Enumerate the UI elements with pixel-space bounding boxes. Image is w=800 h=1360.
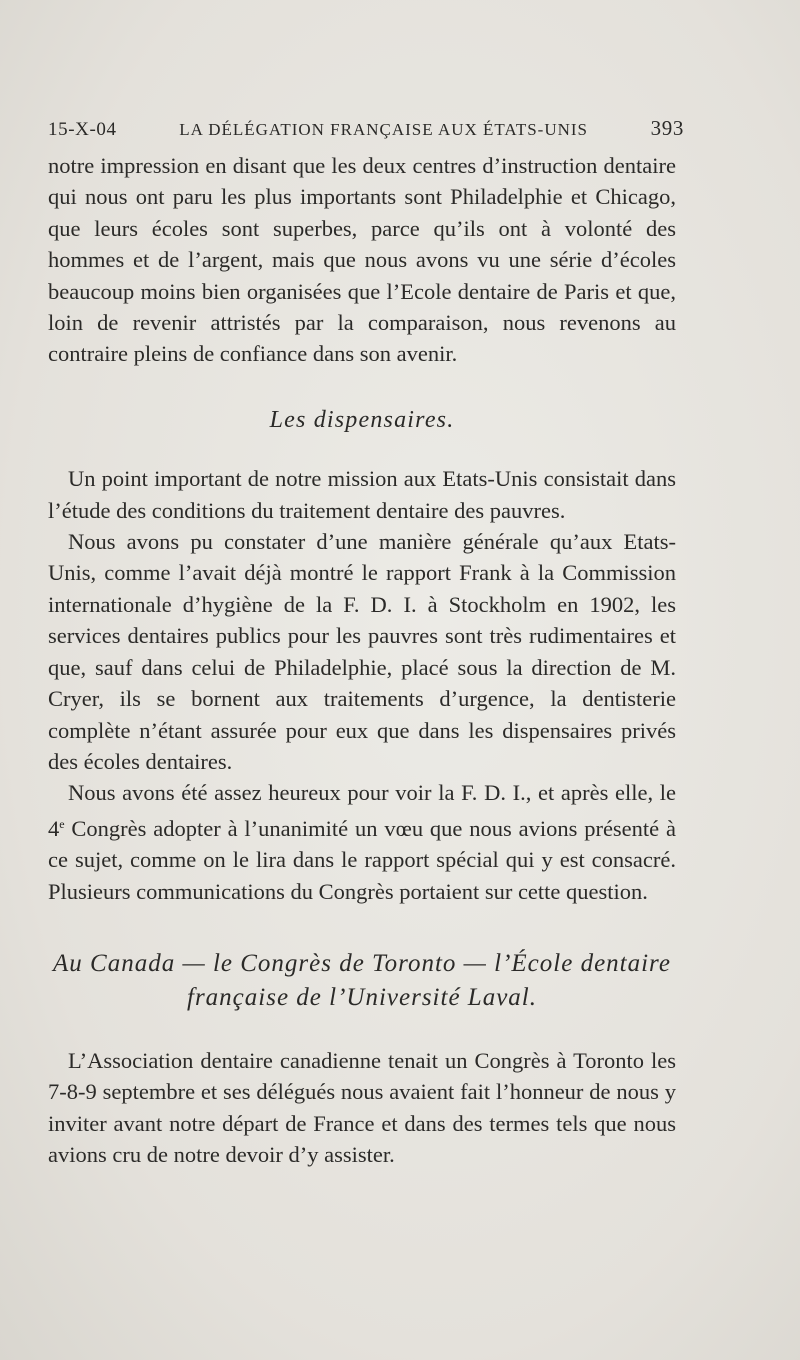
paragraph-mission: Un point important de notre mission aux Etats-Unis consistait dans l’étude des conditions du traitement dentaire des pauvres.: [48, 466, 676, 523]
running-head: [48, 116, 684, 141]
paragraph-congres: [48, 777, 676, 907]
paragraph-congres-text-a: Nous avons été assez heureux pour voir la F. D. I., et après elle, le 4: [48, 780, 676, 841]
section-heading-dispensaires: Les dispensaires.: [269, 406, 455, 433]
running-head-date: 15-X-04: [48, 119, 117, 140]
paragraph-toronto: L’Association dentaire canadienne tenait un Congrès à Toronto les 7-8-9 septembre et ses délégués nous avaient fait l’honneur de nous y inviter avant notre départ de France et dans des termes tels que nous avions cru de notre devoir d’y assister.: [48, 1047, 676, 1168]
paragraph-congres-text-b: Congrès adopter à l’unanimité un vœu que nous avions présenté à ce sujet, comme on le lira dans le rapport spécial qui y est consacré. Plusieurs communications du Congrès portaient sur cette question.: [48, 815, 676, 904]
running-head-title: LA DÉLÉGATION FRANÇAISE AUX ÉTATS-UNIS: [179, 120, 588, 139]
paragraph-continuation: notre impression en disant que les deux centres d’instruction dentaire qui nous ont paru les plus importants sont Philadelphie et Chicago, que leurs écoles sont superbes, parce qu’ils ont à volonté des hommes et de l’argent, mais que nous avons vu une série d’écoles beaucoup moins bien organisées que l’Ecole dentaire de Paris et que, loin de revenir attristés par la comparaison, nous revenons au contraire pleins de confiance dans son avenir.: [48, 153, 676, 367]
page-number: 393: [650, 116, 684, 140]
section-heading-canada: Au Canada — le Congrès de Toronto — l’École dentaire française de l’Université Laval.: [53, 949, 671, 1011]
body-text: [48, 150, 676, 1171]
paragraph-constat: Nous avons pu constater d’une manière générale qu’aux Etats-Unis, comme l’avait déjà montré le rapport Frank à la Commission internationale d’hygiène de la F. D. I. à Stockholm en 1902, les services dentaires publics pour les pauvres sont très rudimentaires et que, sauf dans celui de Philadelphie, placé sous la direction de M. Cryer, ils se bornent aux traitements d’urgence, la dentisterie complète n’étant assurée pour eux que dans les dispensaires privés des écoles dentaires.: [48, 529, 676, 774]
ordinal-superscript: e: [59, 816, 65, 831]
